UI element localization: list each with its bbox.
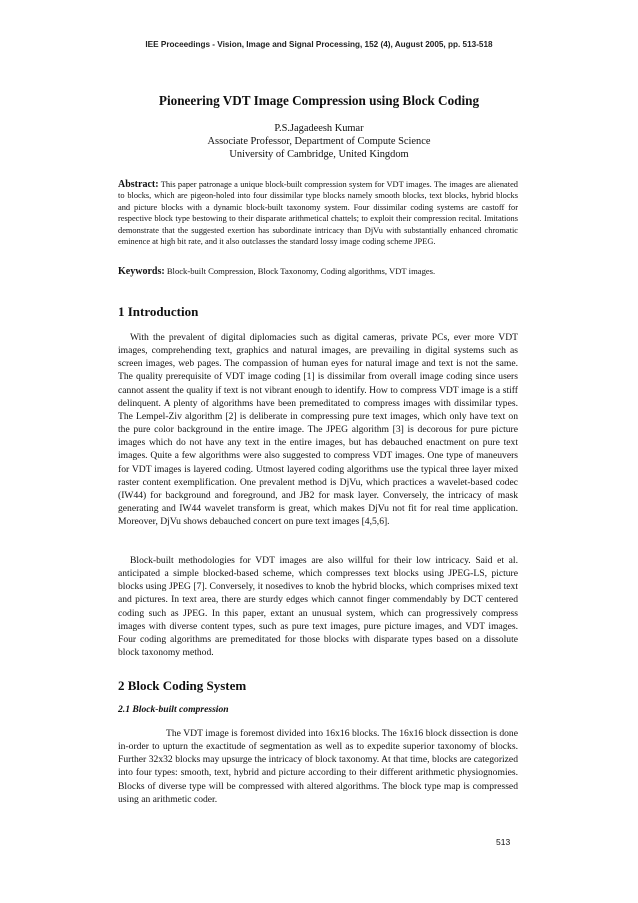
section-heading-block-coding: 2 Block Coding System — [118, 678, 247, 693]
paper-title: Pioneering VDT Image Compression using Block Coding — [158, 93, 480, 108]
page-number: 513 — [496, 837, 511, 847]
intro-paragraph-2: Block-built methodologies for VDT images are also willful for their low intricacy. Said et al. anticipated a simple blocked-based scheme, which compresses text blocks using JPEG-LS, picture blocks using JPEG [7]. Conversely, it nosedives to knob the hybrid blocks, which comprises mixed text and pictures. In text area, there are sturdy edges which cannot finger commendably by DCT centered coding such as JPEG. In this paper, extant an unusual system, which can progressively compress images with diverse content types, such as pure text images, pure picture images, and VDT images. Four coding algorithms are premeditated for those blocks with disparate types based on a dissolute block taxonomy method. — [118, 555, 518, 659]
running-header: IEE Proceedings - Vision, Image and Signal Processing, 152 (4), August 2005, pp. 513-518 — [145, 40, 493, 49]
intro-paragraph-1: With the prevalent of digital diplomacies such as digital cameras, private PCs, ever more VDT images, comprehending text, graphics and natural images, are prevailing in digital systems such as screen images, web pages. The compassion of human eyes for natural image and text is not the same. The quality prerequisite of VDT image coding [1] is dissimilar from overall image coding since users cannot assent the quality if text is not vibrant enough to identify. How to compress VDT image is a stiff delinquent. A plenty of algorithms have been premeditated to compress images with dissimilar types. The Lempel-Ziv algorithm [2] is deliberate in compressing pure text images, which only have text on the pure color background in the entire image. The JPEG algorithm [3] is decorous for pure picture images which do not have any text in the entire images, but has debauched enactment on pure text images. Quite a few algorithms were also suggested to compress VDT images. One type of maneuvers for VDT images is layered coding. Utmost layered coding algorithms use the typical three layer mixed raster content exemplification. One prevalent method is DjVu, which practices a wavelet-based codec (IW44) for background and foreground, and JB2 for mask layer. Conversely, the intricacy of mask generating and IW44 wavelet transform is great, which makes DjVu not fit for real time application. Moreover, DjVu shows debauched concert on pure text images [4,5,6]. — [118, 332, 518, 528]
author-name: P.S.Jagadeesh Kumar — [274, 123, 364, 134]
author-affiliation: Associate Professor, Department of Compute Science — [207, 136, 431, 147]
author-institution: University of Cambridge, United Kingdom — [229, 149, 409, 160]
section-heading-introduction: 1 Introduction — [118, 304, 199, 319]
subsection-heading-block-built: 2.1 Block-built compression — [118, 704, 229, 715]
author-block — [0, 122, 638, 161]
abstract — [118, 179, 518, 247]
keywords — [118, 266, 518, 277]
keywords-text: Block-built Compression, Block Taxonomy, Coding algorithms, VDT images. — [166, 266, 436, 276]
abstract-text: This paper patronage a unique block-built compression system for VDT images. The images are alienated to blocks, which are pigeon-holed into four dissimilar type blocks namely smooth blocks, text blocks, hybrid blocks and picture blocks with a dynamic block-built taxonomy system. Four dissimilar coding systems are castoff for respective block type bestowing to their disparate arithmetical chattels; to exploit their compression recital. Imitations demonstrate that the suggested exertion has subordinate intricacy than DjVu with substantially enhanced chromatic eminence at high bit rate, and it also outclasses the standard lossy image coding scheme JPEG. — [118, 180, 518, 247]
block-coding-paragraph-1: The VDT image is foremost divided into 16x16 blocks. The 16x16 block dissection is done in-order to upturn the exactitude of segmentation as well as to expedite superior taxonomy of blocks. Further 32x32 blocks may upsurge the intricacy of block taxonomy. At that time, blocks are categorized into four types: smooth, text, hybrid and picture according to their different arithmetic physiognomies. Blocks of diverse type will be compressed with altered algorithms. The block type map is compressed using an arithmetic coder. — [118, 728, 518, 805]
keywords-label: Keywords: — [118, 266, 165, 277]
abstract-label: Abstract: — [118, 179, 159, 190]
